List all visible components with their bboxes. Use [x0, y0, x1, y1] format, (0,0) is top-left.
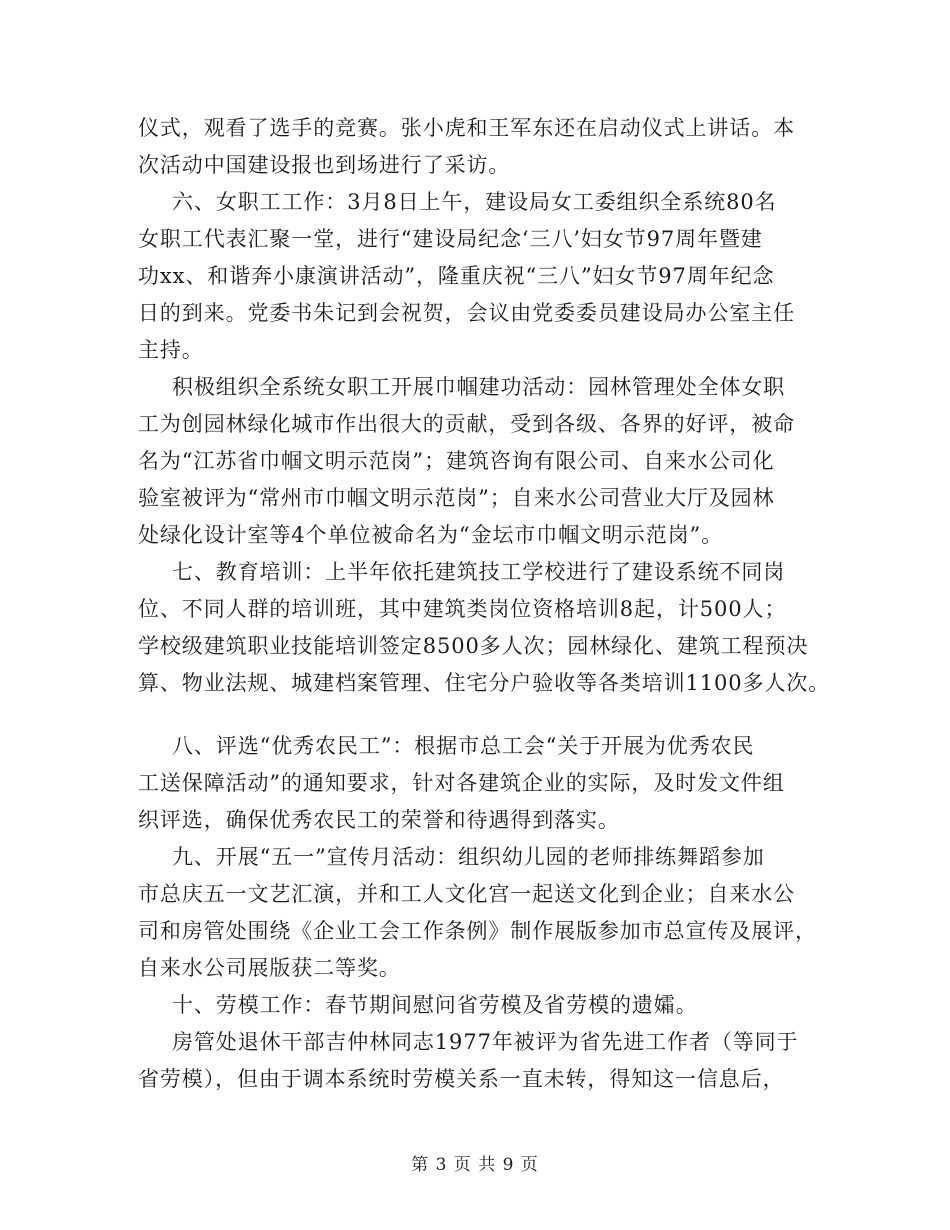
text-line: 七、教育培训：上半年依托建筑技工学校进行了建设系统不同岗	[172, 560, 786, 584]
text-line: 自来水公司展版获二等奖。	[138, 956, 401, 980]
text-line: 房管处退休干部吉仲林同志1977年被评为省先进工作者（等同于	[172, 1030, 799, 1054]
paragraph	[138, 1024, 818, 1098]
text-line: 六、女职工工作：3月8日上午，建设局女工委组织全系统80名	[172, 190, 777, 214]
text-line: 日的到来。党委书朱记到会祝贺，会议由党委委员建设局办公室主任	[138, 301, 795, 325]
text-line: 女职工代表汇聚一堂，进行“建设局纪念‘三八’妇女节97周年暨建	[138, 227, 763, 251]
text-line: 学校级建筑职业技能培训签定8500多人次；园林绿化、建筑工程预决	[138, 634, 809, 658]
text-line: 名为“江苏省巾帼文明示范岗”；建筑咨询有限公司、自来水公司化	[138, 449, 775, 473]
text-line: 司和房管处围绕《企业工会工作条例》制作展版参加市总宣传及展评，	[138, 919, 817, 943]
text-line: 处绿化设计室等4个单位被命名为“金坛市巾帼文明示范岗”。	[138, 523, 724, 547]
text-line: 验室被评为“常州市巾帼文明示范岗”；自来水公司营业大厅及园林	[138, 486, 775, 510]
paragraph	[138, 110, 818, 184]
text-line: 算、物业法规、城建档案管理、住宅分户验收等各类培训1100多人次。	[138, 671, 831, 695]
paragraph	[138, 184, 818, 369]
text-line: 主持。	[138, 338, 204, 362]
paragraph-gap	[138, 702, 818, 728]
text-line: 九、开展“五一”宣传月活动：组织幼儿园的老师排练舞蹈参加	[172, 845, 765, 869]
text-line: 工为创园林绿化城市作出很大的贡献，受到各级、各界的好评，被命	[138, 412, 795, 436]
paragraph	[138, 839, 818, 987]
text-line: 织评选，确保优秀农民工的荣誉和待遇得到落实。	[138, 808, 620, 832]
page-footer: 第 3 页 共 9 页	[411, 1155, 539, 1175]
paragraph	[138, 554, 831, 702]
document-body	[138, 110, 831, 1098]
text-line: 积极组织全系统女职工开展巾帼建功活动：园林管理处全体女职	[172, 375, 786, 399]
text-line: 市总庆五一文艺汇演，并和工人文化宫一起送文化到企业；自来水公	[138, 882, 795, 906]
text-line: 仪式，观看了选手的竞赛。张小虎和王军东还在启动仪式上讲话。本	[138, 116, 795, 140]
text-line: 功xx、和谐奔小康演讲活动”，隆重庆祝“三八”妇女节97周年纪念	[138, 264, 775, 288]
text-line: 次活动中国建设报也到场进行了采访。	[138, 153, 511, 177]
text-line: 十、劳模工作：春节期间慰问省劳模及省劳模的遗孀。	[172, 993, 698, 1017]
text-line: 位、不同人群的培训班，其中建筑类岗位资格培训8起，计500人；	[138, 597, 787, 621]
text-line: 八、评选“优秀农民工”：根据市总工会“关于开展为优秀农民	[172, 734, 755, 758]
paragraph	[138, 369, 818, 554]
paragraph	[138, 728, 818, 839]
paragraph	[138, 987, 818, 1024]
text-line: 省劳模），但由于调本系统时劳模关系一直未转，得知这一信息后，	[138, 1067, 785, 1091]
text-line: 工送保障活动”的通知要求，针对各建筑企业的实际，及时发文件组	[138, 771, 785, 795]
